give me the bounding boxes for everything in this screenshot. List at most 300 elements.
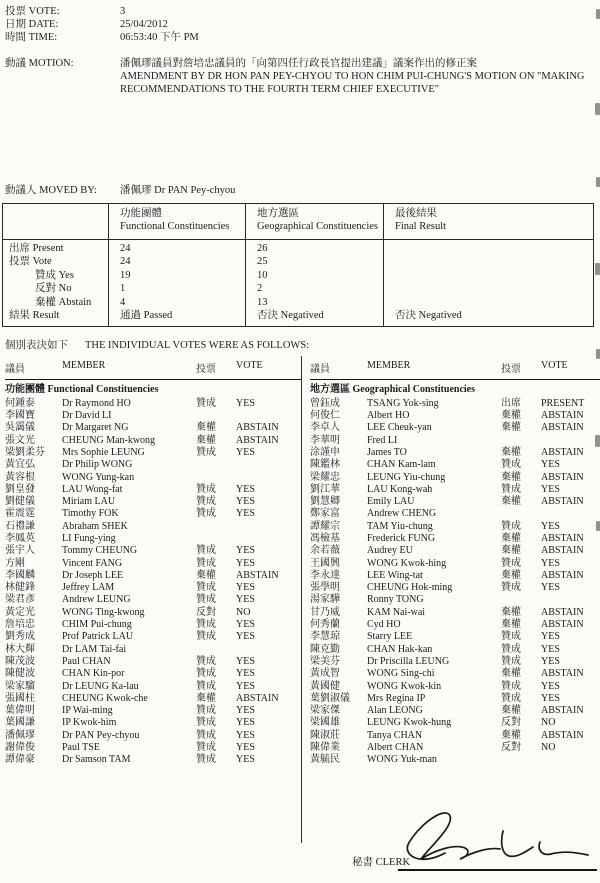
summary-row [3, 282, 593, 295]
member-vote-en: YES [541, 631, 560, 643]
member-vote-en: YES [541, 459, 560, 471]
member-row [310, 410, 600, 422]
member-name-en: Prof Patrick LAU [62, 631, 134, 643]
member-name-en: Dr LEUNG Ka-lau [62, 680, 139, 692]
member-row [310, 631, 600, 643]
motion-text-en: AMENDMENT BY DR HON PAN PEY-CHYOU TO HON CHIM PUI-CHUNG'S MOTION ON "MAKING RECOMMENDATIONS TO THE FOURTH TERM CHIEF EXECUTIVE" [120, 71, 585, 95]
member-row [310, 644, 600, 656]
vote-col-en: VOTE [236, 360, 263, 372]
member-name-en: Tanya CHAN [367, 729, 423, 741]
member-name-en: Paul CHAN [62, 655, 111, 667]
summary-functional-value: 19 [120, 269, 131, 281]
member-row [5, 533, 301, 545]
member-row [5, 410, 301, 422]
summary-final-value [384, 269, 593, 282]
member-vote-en: YES [541, 483, 560, 495]
member-row [310, 508, 600, 520]
summary-final-value [384, 242, 593, 255]
summary-row [3, 269, 593, 282]
scan-artifact [596, 9, 600, 19]
section-title-functional: 功能團體 Functional Constituencies [5, 384, 159, 396]
member-row [310, 607, 600, 619]
member-vote-en [236, 644, 301, 656]
summary-row-label: 棄權 Abstain [35, 296, 92, 308]
member-vote-en: YES [236, 545, 255, 557]
member-row [5, 631, 301, 643]
member-vote-zh: 贊成 [501, 643, 521, 655]
summary-header-blank [3, 204, 109, 239]
member-vote-en: NO [541, 742, 556, 754]
member-name-zh: 陳淑莊 [310, 729, 340, 741]
member-vote-en: YES [236, 680, 255, 692]
member-name-zh: 陳健波 [5, 668, 35, 680]
member-col-en: MEMBER [367, 360, 411, 372]
member-name-zh: 陳茂波 [5, 655, 35, 667]
member-vote-en: ABSTAIN [236, 569, 279, 581]
member-vote-zh: 贊成 [196, 655, 216, 667]
member-name-en: Tommy CHEUNG [62, 545, 138, 557]
member-name-en: Dr PAN Pey-chyou [62, 729, 140, 741]
member-name-zh: 吳靄儀 [5, 422, 35, 434]
member-vote-en [236, 533, 301, 545]
summary-row [3, 242, 593, 255]
member-vote-en: NO [541, 717, 556, 729]
individual-intro-en: THE INDIVIDUAL VOTES WERE AS FOLLOWS: [85, 340, 310, 352]
member-name-en: LEUNG Yiu-chung [367, 471, 446, 483]
member-vote-en: ABSTAIN [541, 533, 584, 544]
member-name-en: KAM Nai-wai [367, 606, 426, 618]
summary-header-functional [109, 204, 246, 239]
member-vote-zh: 棄權 [501, 668, 521, 680]
member-name-zh: 何鍾泰 [5, 397, 35, 409]
vote-number-label: 投票 VOTE: [5, 6, 60, 17]
header-final-zh: 最後結果 [395, 208, 437, 219]
member-row [310, 398, 600, 410]
document-header [5, 5, 600, 96]
member-name-en: Dr Joseph LEE [62, 569, 124, 581]
member-row [5, 459, 301, 471]
member-vote-en: NO [236, 606, 251, 618]
member-name-zh: 湯家驊 [310, 594, 340, 606]
member-name-en: IP Wai-ming [62, 705, 113, 717]
member-vote-zh: 棄權 [501, 533, 521, 544]
summary-row-label: 結果 Result [9, 310, 60, 322]
member-name-zh: 黃定光 [5, 606, 35, 618]
member-name-en: Mrs Regina IP [367, 692, 426, 704]
member-vote-en: YES [236, 655, 255, 667]
member-vote-zh [196, 644, 236, 656]
member-vote-en: ABSTAIN [541, 619, 584, 631]
member-vote-zh: 棄權 [196, 422, 216, 434]
member-row [310, 422, 600, 434]
member-row [310, 619, 600, 631]
member-name-zh: 葉劉淑儀 [310, 692, 350, 704]
section-title-geographical: 地方選區 Geographical Constituencies [310, 384, 475, 396]
member-vote-zh [196, 459, 236, 471]
member-name-en: Abraham SHEK [62, 520, 128, 532]
member-row [310, 472, 600, 484]
moved-by-value: 潘佩璆 Dr PAN Pey-chyou [120, 185, 236, 196]
member-name-en: WONG Kwok-kin [367, 680, 442, 692]
member-vote-zh [196, 521, 236, 533]
summary-row [3, 296, 593, 309]
member-row [310, 668, 600, 680]
member-vote-en: YES [236, 631, 255, 643]
member-row [5, 705, 301, 717]
member-name-zh: 謝偉俊 [5, 742, 35, 754]
member-vote-en: YES [236, 557, 255, 569]
member-vote-zh: 反對 [501, 742, 521, 754]
member-row [310, 594, 600, 606]
motion-text [120, 57, 592, 96]
member-vote-zh: 贊成 [196, 705, 216, 717]
member-row [5, 422, 301, 434]
member-vote-en: ABSTAIN [541, 668, 584, 680]
member-name-zh: 李鳳英 [5, 533, 35, 544]
member-vote-zh: 贊成 [196, 483, 216, 495]
time-row [5, 31, 600, 44]
clerk-label: 秘書 CLERK [352, 857, 411, 868]
time-label: 時間 TIME: [5, 32, 58, 43]
member-row [310, 570, 600, 582]
member-col-zh: 議員 [5, 364, 25, 376]
member-row [310, 558, 600, 570]
member-list-header-left [5, 356, 301, 380]
member-name-en: TAM Yiu-chung [367, 520, 433, 532]
member-name-zh: 梁國雄 [310, 717, 340, 729]
member-vote-en: YES [541, 680, 560, 692]
member-vote-en: YES [236, 483, 255, 495]
member-vote-en: YES [541, 557, 560, 569]
member-name-en: LAU Kong-wah [367, 483, 433, 495]
geographical-constituencies-column [301, 356, 600, 843]
member-name-en: Emily LAU [367, 496, 415, 508]
member-vote-en [541, 594, 600, 606]
member-vote-en [541, 754, 600, 766]
member-row [310, 533, 600, 545]
member-row [5, 472, 301, 484]
vote-number-row [5, 5, 600, 18]
summary-row-label: 投票 Vote [9, 256, 52, 268]
member-row [310, 705, 600, 717]
member-row [5, 742, 301, 754]
member-name-zh: 梁劉柔芬 [5, 446, 45, 458]
member-vote-en [236, 472, 301, 484]
member-name-zh: 鄭家富 [310, 508, 340, 520]
member-vote-zh: 棄權 [501, 496, 521, 508]
member-row [5, 730, 301, 742]
member-vote-zh [196, 472, 236, 484]
summary-table-header [3, 204, 593, 240]
member-row [310, 459, 600, 471]
member-row [310, 582, 600, 594]
member-name-zh: 陳鑑林 [310, 459, 340, 471]
member-vote-en: YES [236, 742, 255, 754]
member-row [5, 693, 301, 705]
vote-col-en: VOTE [541, 360, 568, 372]
member-name-en: Dr Raymond HO [62, 397, 131, 409]
summary-geographical-value: 26 [257, 243, 268, 254]
member-name-en: James TO [367, 446, 407, 458]
member-vote-zh: 棄權 [196, 434, 216, 446]
member-vote-en: YES [236, 397, 255, 409]
member-vote-zh: 棄權 [501, 446, 521, 458]
member-name-zh: 劉江華 [310, 483, 340, 495]
member-row [5, 398, 301, 410]
member-name-en: LEE Cheuk-yan [367, 422, 432, 434]
table-divider [245, 204, 246, 326]
member-name-zh: 張文光 [5, 434, 35, 446]
member-vote-en: YES [236, 446, 255, 458]
member-row [5, 496, 301, 508]
member-vote-zh: 贊成 [196, 508, 216, 520]
member-row [5, 435, 301, 447]
header-final-en: Final Result [395, 221, 447, 232]
scan-artifact [595, 263, 600, 275]
member-name-en: Vincent FANG [62, 557, 123, 569]
individual-intro-zh: 個別表決如下 [5, 340, 68, 352]
header-geographical-en: Geographical Constituencies [257, 221, 379, 232]
summary-header-geographical [246, 204, 384, 239]
member-name-zh: 黃成智 [310, 668, 340, 680]
member-vote-zh: 贊成 [196, 496, 216, 508]
member-vote-zh [196, 410, 236, 422]
summary-final-value [384, 282, 593, 295]
member-name-en: Andrew CHENG [367, 508, 437, 520]
summary-final-value [384, 255, 593, 268]
member-name-zh: 李國寶 [5, 410, 35, 422]
scan-artifact [595, 435, 600, 447]
member-vote-zh: 棄權 [501, 705, 521, 717]
member-row [5, 582, 301, 594]
member-row [5, 508, 301, 520]
vote-summary-table [2, 203, 594, 327]
member-row [5, 619, 301, 631]
member-vote-zh: 棄權 [501, 569, 521, 581]
member-name-en: WONG Yuk-man [367, 754, 437, 766]
member-vote-zh: 贊成 [196, 742, 216, 754]
member-vote-en: ABSTAIN [541, 496, 584, 508]
member-name-zh: 梁家傑 [310, 705, 340, 717]
date-row [5, 18, 600, 31]
member-row [5, 681, 301, 693]
member-name-en: Fred LI [367, 434, 398, 446]
member-name-zh: 李華明 [310, 434, 340, 446]
member-row [5, 754, 301, 766]
member-name-zh: 張宇人 [5, 545, 35, 557]
member-vote-en: YES [236, 717, 255, 729]
member-vote-en: YES [236, 729, 255, 741]
member-row [310, 447, 600, 459]
member-row [310, 496, 600, 508]
member-name-zh: 黃容根 [5, 471, 35, 483]
member-row [5, 594, 301, 606]
member-row [5, 656, 301, 668]
member-vote-en: ABSTAIN [541, 410, 584, 422]
member-vote-en: ABSTAIN [236, 422, 279, 434]
member-name-en: Dr LAM Tai-fai [62, 643, 127, 655]
summary-functional-value: 24 [120, 243, 131, 254]
header-functional-en: Functional Constituencies [120, 221, 230, 232]
summary-geographical-value: 2 [257, 283, 263, 295]
vote-col-zh: 投票 [196, 364, 216, 376]
date-label: 日期 DATE: [5, 19, 59, 30]
member-col-en: MEMBER [62, 360, 106, 372]
member-vote-en: ABSTAIN [236, 434, 279, 446]
member-name-zh: 李慧琼 [310, 631, 340, 643]
member-vote-en: PRESENT [541, 397, 585, 409]
member-vote-zh: 反對 [196, 606, 216, 618]
member-vote-zh: 贊成 [196, 545, 216, 557]
member-vote-en: ABSTAIN [541, 422, 584, 434]
member-row [5, 570, 301, 582]
summary-geographical-value: 否決 Negatived [257, 310, 324, 322]
member-vote-zh: 贊成 [196, 729, 216, 741]
member-vote-en: YES [236, 582, 255, 594]
member-vote-en: ABSTAIN [541, 446, 584, 458]
member-vote-zh: 贊成 [501, 520, 521, 532]
member-name-en: LEUNG Kwok-hung [367, 717, 452, 729]
member-name-zh: 葉國謙 [5, 717, 35, 729]
member-vote-zh: 贊成 [501, 631, 521, 643]
summary-table-body [3, 240, 593, 326]
member-name-zh: 梁耀忠 [310, 471, 340, 483]
member-name-en: Albert HO [367, 410, 410, 422]
member-name-zh: 劉皇發 [5, 483, 35, 495]
member-name-en: Miriam LAU [62, 496, 116, 508]
member-row [5, 521, 301, 533]
member-vote-en: YES [236, 508, 255, 520]
member-vote-zh: 出席 [501, 397, 521, 409]
member-name-en: Dr Samson TAM [62, 754, 131, 766]
member-vote-zh [196, 533, 236, 545]
scan-artifact [596, 349, 600, 359]
member-col-zh: 議員 [310, 364, 330, 376]
member-list-geographical [310, 397, 600, 767]
member-name-en: Dr David LI [62, 410, 112, 422]
member-vote-zh: 棄權 [196, 692, 216, 704]
member-vote-en: ABSTAIN [541, 471, 584, 483]
vote-number-value: 3 [120, 6, 126, 17]
member-name-zh: 葉偉明 [5, 705, 35, 717]
member-vote-en: ABSTAIN [541, 569, 584, 581]
member-name-en: IP Kwok-him [62, 717, 117, 729]
functional-constituencies-column [0, 356, 301, 843]
moved-by-label: 動議人 MOVED BY: [5, 185, 97, 196]
member-row [5, 545, 301, 557]
member-vote-en: YES [541, 643, 560, 655]
member-vote-zh: 贊成 [196, 668, 216, 680]
summary-final-value: 否決 Negatived [395, 310, 462, 322]
table-divider [108, 204, 109, 326]
member-row [310, 545, 600, 557]
member-vote-zh: 贊成 [196, 680, 216, 692]
member-row [310, 693, 600, 705]
member-row [5, 447, 301, 459]
member-name-en: CHAN Kam-lam [367, 459, 436, 471]
member-name-en: LEE Wing-tat [367, 569, 423, 581]
member-name-en: Audrey EU [367, 545, 413, 557]
motion-label: 動議 MOTION: [5, 58, 74, 69]
member-name-zh: 潘佩璆 [5, 729, 35, 741]
member-vote-zh: 贊成 [501, 459, 521, 471]
member-name-en: CHAN Hak-kan [367, 643, 433, 655]
member-name-zh: 林健鋒 [5, 582, 35, 594]
scan-artifact [596, 521, 600, 531]
member-row [310, 521, 600, 533]
member-vote-zh: 棄權 [501, 545, 521, 557]
summary-final-value [384, 296, 593, 309]
member-name-en: TSANG Yok-sing [367, 397, 439, 409]
member-row [5, 668, 301, 680]
member-vote-en [541, 508, 600, 520]
time-value: 06:53:40 下午 PM [120, 32, 199, 43]
member-vote-en: YES [236, 594, 255, 606]
member-list-functional [5, 397, 301, 767]
member-name-en: Frederick FUNG [367, 533, 436, 544]
member-vote-zh: 贊成 [196, 717, 216, 729]
date-value: 25/04/2012 [120, 19, 168, 30]
member-name-en: Albert CHAN [367, 742, 424, 754]
vote-col-zh: 投票 [501, 364, 521, 376]
member-vote-en: ABSTAIN [236, 692, 279, 704]
member-lists [0, 356, 600, 843]
member-name-zh: 劉健儀 [5, 496, 35, 508]
motion-row [5, 57, 600, 96]
member-name-zh: 涂謹申 [310, 446, 340, 458]
member-row [310, 754, 600, 766]
member-vote-en: ABSTAIN [541, 705, 584, 717]
member-name-zh: 馮檢基 [310, 533, 340, 544]
member-name-en: Mrs Sophie LEUNG [62, 446, 145, 458]
member-name-en: Jeffrey LAM [62, 582, 115, 594]
member-name-zh: 黃毓民 [310, 754, 340, 766]
member-name-en: CHEUNG Kwok-che [62, 692, 148, 704]
member-row [310, 717, 600, 729]
member-vote-zh: 贊成 [196, 631, 216, 643]
header-geographical-zh: 地方選區 [257, 208, 299, 219]
member-name-zh: 曾鈺成 [310, 397, 340, 409]
member-vote-zh: 棄權 [196, 569, 216, 581]
member-name-zh: 何俊仁 [310, 410, 340, 422]
member-vote-en [236, 521, 301, 533]
member-vote-zh [501, 508, 541, 520]
summary-row [3, 255, 593, 268]
clerk-signature [390, 803, 595, 873]
member-name-zh: 梁美芬 [310, 655, 340, 667]
summary-functional-value: 通過 Passed [120, 310, 173, 322]
member-row [310, 435, 600, 447]
scan-artifact [596, 177, 600, 187]
member-name-en: CHEUNG Man-kwong [62, 434, 156, 446]
member-vote-en: ABSTAIN [541, 545, 584, 557]
member-name-en: Andrew LEUNG [62, 594, 131, 606]
member-name-zh: 譚偉豪 [5, 754, 35, 766]
member-name-en: Alan LEONG [367, 705, 423, 717]
member-row [5, 484, 301, 496]
member-name-en: Cyd HO [367, 619, 401, 631]
member-name-zh: 譚耀宗 [310, 520, 340, 532]
member-name-en: Starry LEE [367, 631, 413, 643]
member-vote-en: YES [236, 496, 255, 508]
member-name-zh: 張學明 [310, 582, 340, 594]
member-vote-zh: 贊成 [501, 483, 521, 495]
summary-row-label: 反對 No [35, 283, 72, 295]
member-vote-en [541, 435, 600, 447]
member-name-en: WONG Yung-kan [62, 471, 135, 483]
member-name-en: Dr Margaret NG [62, 422, 129, 434]
member-vote-zh: 贊成 [501, 680, 521, 692]
